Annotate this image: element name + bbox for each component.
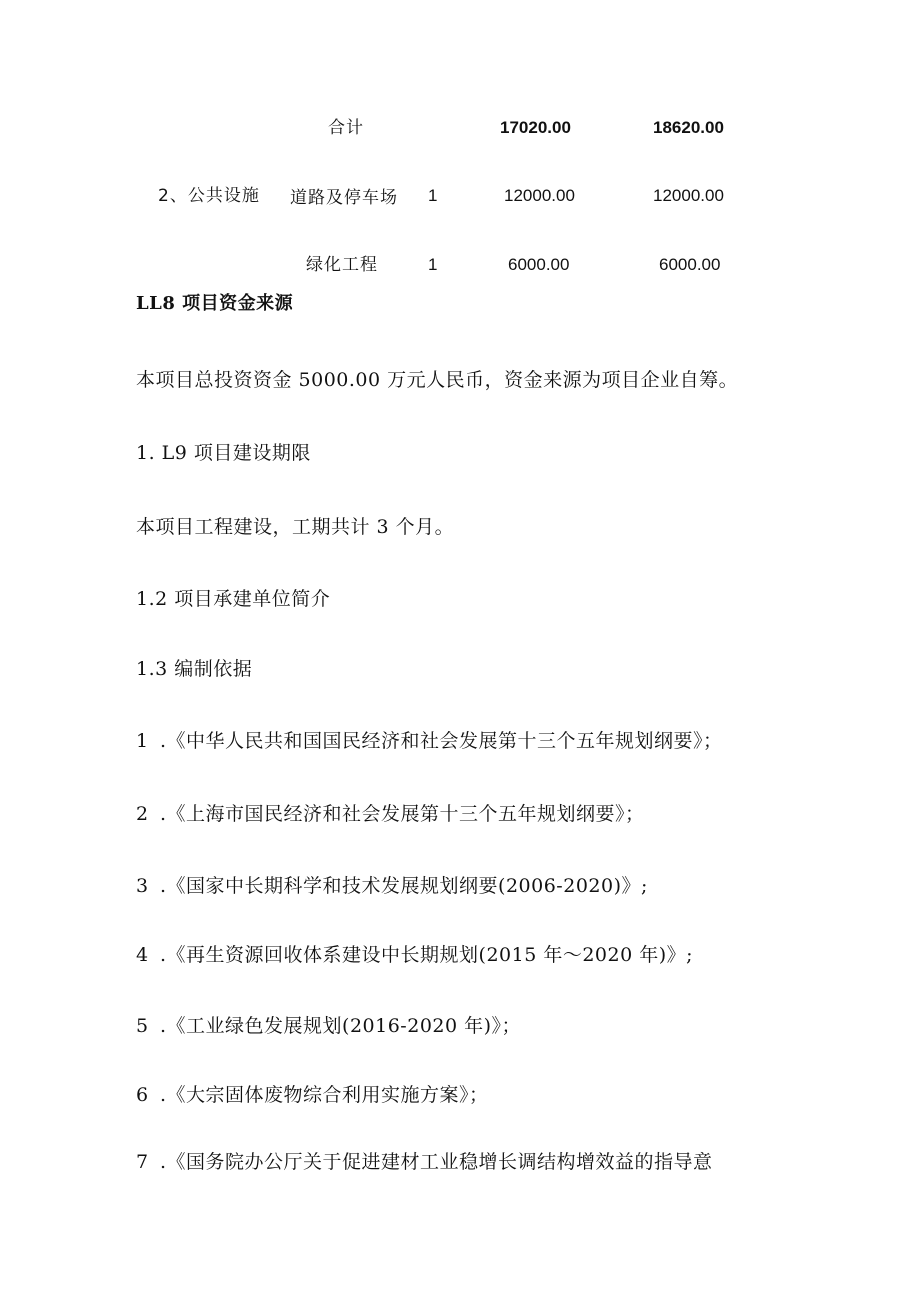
total-value-b: 18620.00 xyxy=(653,118,724,137)
section-heading-intro: 1.2 项目承建单位简介 xyxy=(136,588,331,610)
list-item xyxy=(136,874,648,898)
list-item-text: .《再生资源回收体系建设中长期规划(2015 年～2020 年)》; xyxy=(160,944,694,966)
row-qty: 1 xyxy=(428,255,438,274)
list-item-number: 3 xyxy=(136,875,149,897)
row-item-name: 绿化工程 xyxy=(306,255,378,275)
list-item-text: .《中华人民共和国国民经济和社会发展第十三个五年规划纲要》； xyxy=(160,730,723,752)
list-item-number: 2 xyxy=(136,803,149,825)
list-item xyxy=(136,1083,489,1107)
row-item-name: 道路及停车场 xyxy=(290,188,398,208)
category-label: 2、公共设施 xyxy=(158,186,260,206)
list-item-text: .《国家中长期科学和技术发展规划纲要(2006-2020)》; xyxy=(160,875,648,897)
list-item-text: .《上海市国民经济和社会发展第十三个五年规划纲要》； xyxy=(160,803,645,825)
section-heading-basis: 1.3 编制依据 xyxy=(136,658,253,680)
row-value-b: 6000.00 xyxy=(659,255,721,274)
total-label: 合计 xyxy=(328,118,364,138)
list-item-number: 7 xyxy=(136,1151,149,1173)
list-item xyxy=(136,802,645,826)
list-item-number: 5 xyxy=(136,1015,149,1037)
row-value-a: 12000.00 xyxy=(504,186,575,205)
list-item-text: .《国务院办公厅关于促进建材工业稳增长调结构增效益的指导意 xyxy=(160,1151,713,1173)
section-heading-funding: LL8 项目资金来源 xyxy=(136,293,294,314)
list-item-number: 4 xyxy=(136,944,149,966)
row-qty: 1 xyxy=(428,186,438,205)
list-item-text: .《大宗固体废物综合利用实施方案》； xyxy=(160,1084,489,1106)
list-item xyxy=(136,729,723,753)
list-item xyxy=(136,943,693,967)
list-item xyxy=(136,1150,713,1174)
funding-paragraph: 本项目总投资资金 5000.00 万元人民币，资金来源为项目企业自筹。 xyxy=(136,369,739,391)
list-item xyxy=(136,1014,521,1038)
list-item-number: 1 xyxy=(136,730,149,752)
list-item-number: 6 xyxy=(136,1084,149,1106)
section-heading-period: 1. L9 项目建设期限 xyxy=(136,442,311,464)
row-value-b: 12000.00 xyxy=(653,186,724,205)
row-value-a: 6000.00 xyxy=(508,255,570,274)
total-value-a: 17020.00 xyxy=(500,118,571,137)
period-paragraph: 本项目工程建设，工期共计 3 个月。 xyxy=(136,516,455,538)
list-item-text: .《工业绿色发展规划(2016-2020 年)》； xyxy=(160,1015,522,1037)
